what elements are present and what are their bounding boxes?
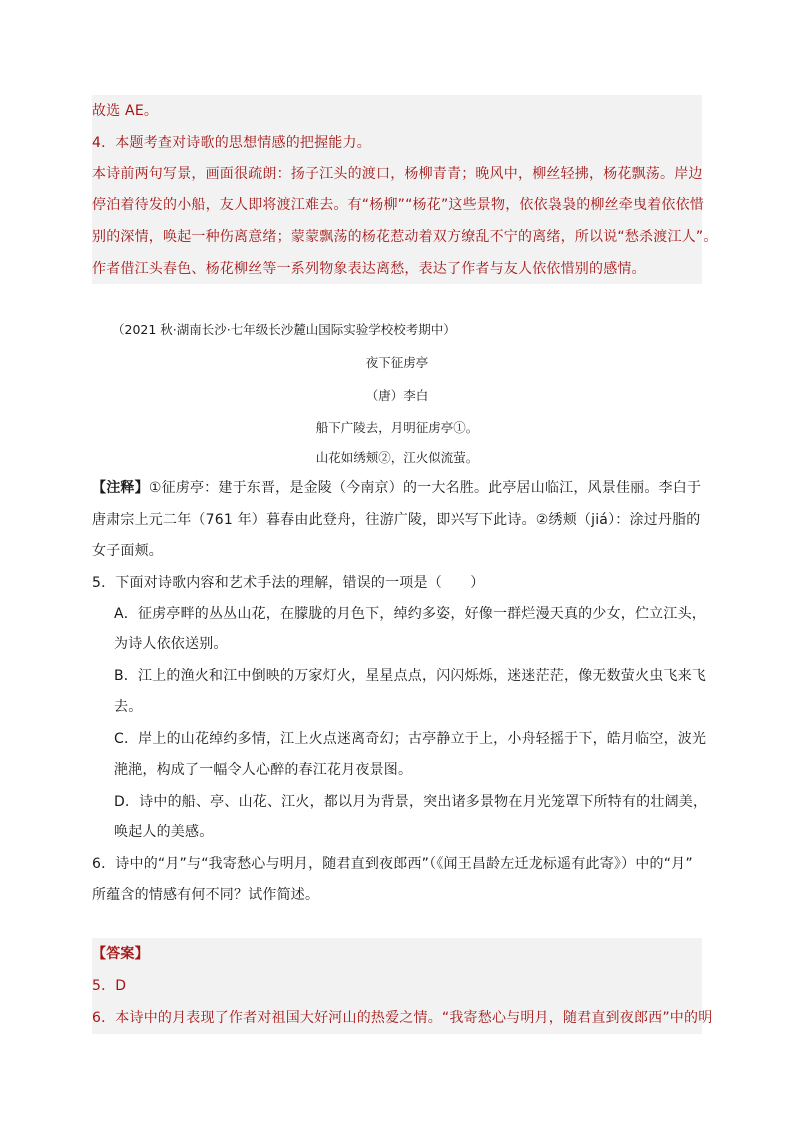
option-a-line-2: 为诗人依依送别。 bbox=[114, 636, 228, 652]
poem-author: （唐）李白 bbox=[365, 388, 429, 403]
answer-6: 6．本诗中的月表现了作者对祖国大好河山的热爱之情。“我寄愁心与明月，随君直到夜郎西”中的明 bbox=[92, 1010, 713, 1026]
question-5-stem: 5．下面对诗歌内容和艺术手法的理解，错误的一项是（ ） bbox=[92, 575, 485, 591]
poem-title: 夜下征虏亭 bbox=[365, 355, 429, 370]
analysis-line-3: 本诗前两句写景，画面很疏朗：扬子江头的渡口，杨柳青青；晚风中，柳丝轻拂，杨花飘荡。岸边 bbox=[92, 166, 703, 182]
poem-line-1: 船下广陵去，月明征虏亭①。 bbox=[315, 420, 479, 435]
analysis-line-1: 故选 AE。 bbox=[92, 103, 159, 119]
option-a-line-1: A．征虏亭畔的丛丛山花，在朦胧的月色下，绰约多姿，好像一群烂漫天真的少女，伫立江头， bbox=[114, 606, 706, 622]
question-6-line-1: 6．诗中的“月”与“我寄愁心与明月，随君直到夜郎西”（《闻王昌龄左迁龙标遥有此寄》）中的“月” bbox=[92, 856, 693, 872]
answer-label: 【答案】 bbox=[92, 946, 149, 962]
note-line-1-text: ①征虏亭：建于东晋，是金陵（今南京）的一大名胜。此亭居山临江，风景佳丽。李白于 bbox=[148, 480, 702, 496]
option-d-line-1: D．诗中的船、亭、山花、江火，都以月为背景，突出诸多景物在月光笼罩下所特有的壮阔美， bbox=[114, 794, 708, 810]
analysis-shaded-block bbox=[92, 95, 718, 284]
answer-5: 5．D bbox=[92, 978, 127, 994]
note-line-3: 女子面颊。 bbox=[92, 543, 163, 559]
option-d-line-2: 唤起人的美感。 bbox=[114, 824, 214, 840]
question-6-line-2: 所蕴含的情感有何不同？试作简述。 bbox=[92, 887, 320, 903]
poem-line-2: 山花如绣颊②，江火似流萤。 bbox=[315, 450, 479, 465]
note-line-2: 唐肃宗上元二年（761 年）暮春由此登舟，往游广陵，即兴写下此诗。②绣颊（jiá）：涂过丹脂的 bbox=[92, 512, 701, 528]
analysis-line-6: 作者借江头春色、杨花柳丝等一系列物象表达离愁，表达了作者与友人依依惜别的感情。 bbox=[92, 261, 646, 277]
analysis-line-5: 别的深情，唤起一种伤离意绪；蒙蒙飘荡的杨花惹动着双方缭乱不宁的离绪，所以说“愁杀渡江人”。 bbox=[92, 229, 718, 245]
question-source: （2021 秋·湖南长沙·七年级长沙麓山国际实验学校校考期中） bbox=[112, 322, 456, 337]
analysis-line-2: 4．本题考查对诗歌的思想情感的把握能力。 bbox=[92, 135, 371, 151]
option-b-line-1: B．江上的渔火和江中倒映的万家灯火，星星点点，闪闪烁烁，迷迷茫茫，像无数萤火虫飞来飞 bbox=[114, 668, 707, 684]
option-c-line-2: 滟滟，构成了一幅令人心醉的春江花月夜景图。 bbox=[114, 762, 413, 778]
analysis-line-4: 停泊着待发的小船，友人即将渡江难去。有“杨柳”“杨花”这些景物，依依袅袅的柳丝牵曳着依依惜 bbox=[92, 197, 705, 213]
option-b-line-2: 去。 bbox=[114, 699, 143, 715]
note-label: 【注释】 bbox=[92, 480, 149, 496]
option-c-line-1: C．岸上的山花绰约多情，江上火点迷离奇幻；古亭静立于上，小舟轻摇于下，皓月临空，波光 bbox=[114, 731, 707, 747]
note-line-1 bbox=[92, 478, 704, 498]
